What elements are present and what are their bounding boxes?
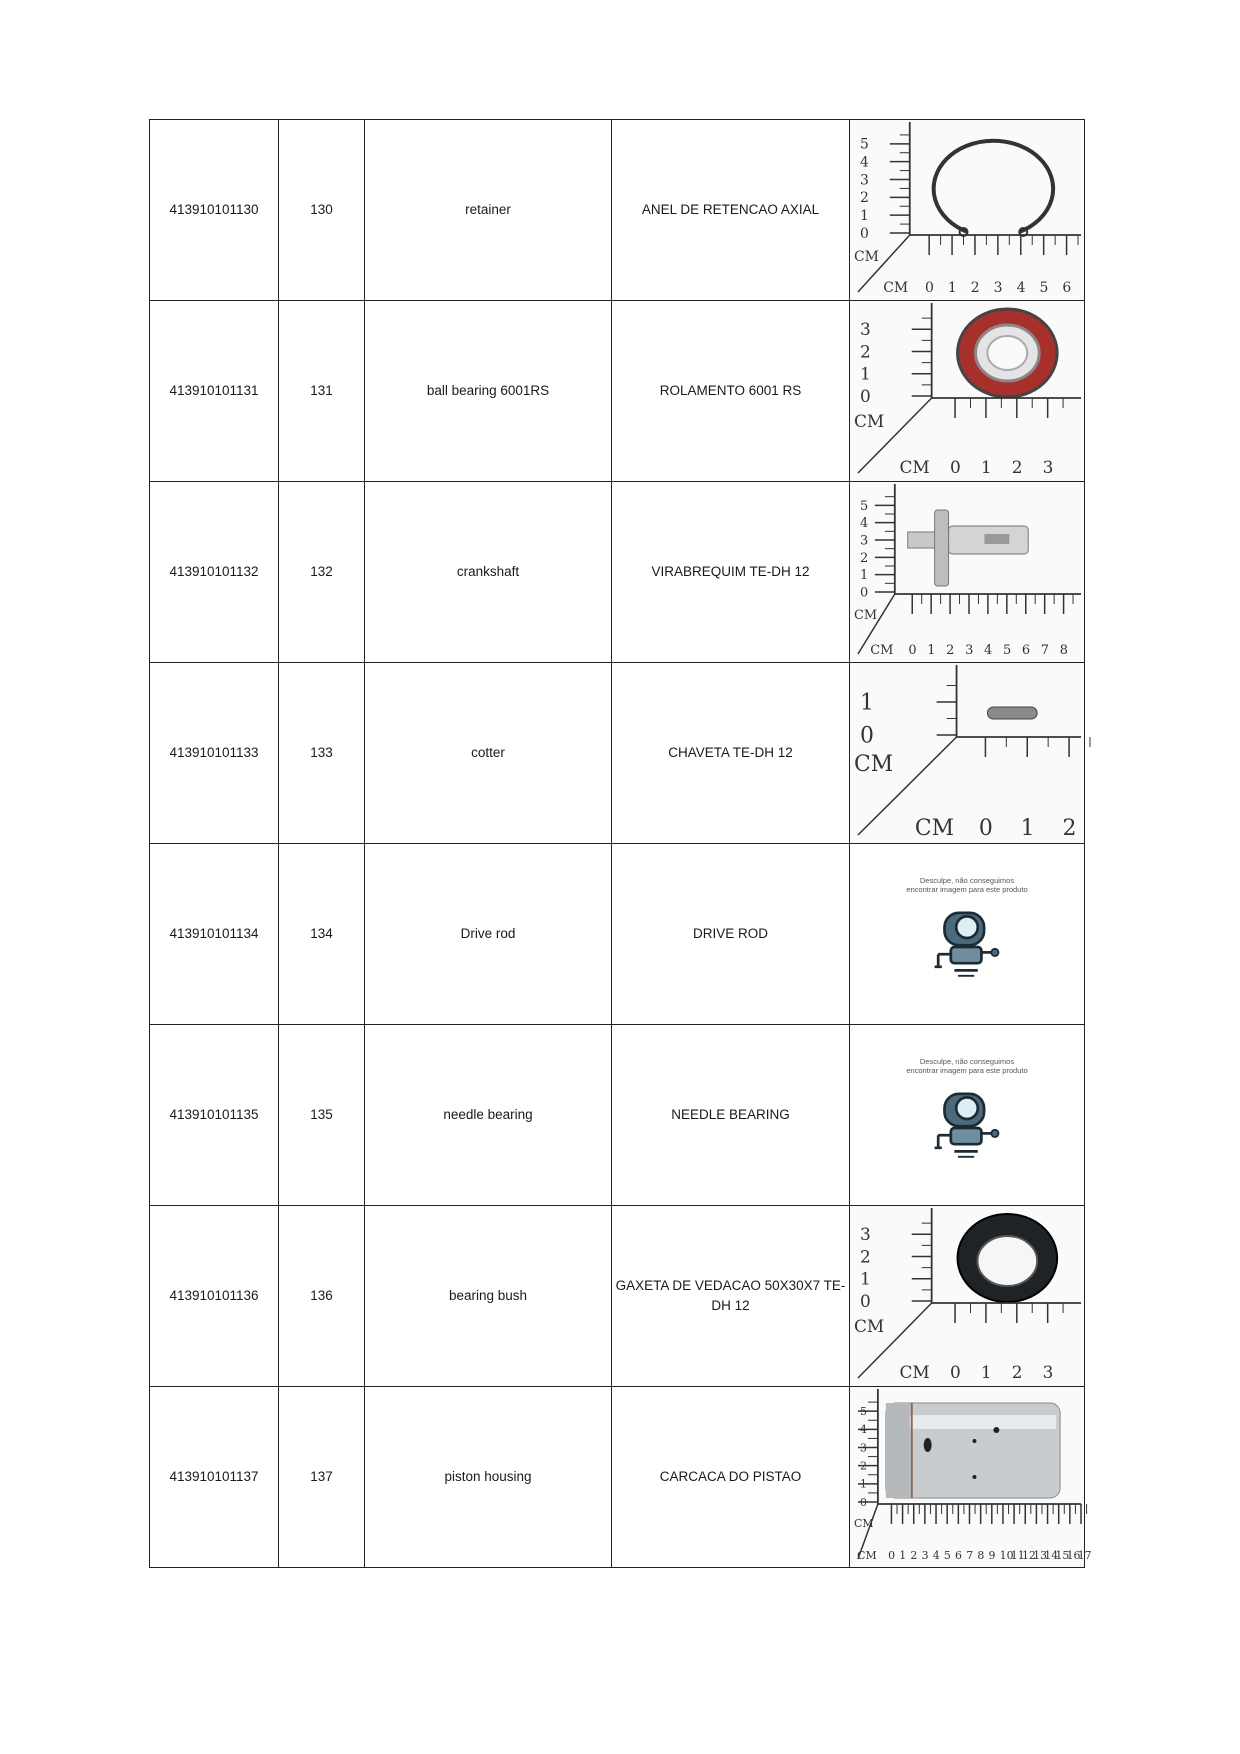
ruler-unit-label: CM	[853, 751, 894, 778]
ruler-y-tick: 3	[859, 1441, 867, 1455]
ruler-x-tick: 0	[949, 1361, 961, 1383]
table-row	[150, 482, 1085, 663]
ruler-unit-label: CM	[870, 642, 894, 659]
ruler-x-tick: 11	[1010, 1548, 1025, 1563]
part-photo	[850, 301, 1084, 481]
table-row	[150, 120, 1085, 301]
ruler-x-tick: 2	[1011, 1361, 1023, 1383]
ruler-y-tick: 2	[859, 190, 869, 207]
part-photo	[850, 1387, 1092, 1567]
part-photo	[850, 663, 1084, 843]
part-code: 413910101131	[150, 301, 279, 482]
part-name-en: retainer	[365, 120, 612, 301]
part-code: 413910101132	[150, 482, 279, 663]
ruler-y-tick: 4	[859, 154, 869, 171]
item-number: 135	[279, 1025, 365, 1206]
ruler-x-tick: 3	[993, 279, 1003, 297]
part-name-pt: CHAVETA TE-DH 12	[612, 663, 850, 844]
part-name-en: ball bearing 6001RS	[365, 301, 612, 482]
ruler-x-tick: 1	[947, 279, 957, 297]
ruler-x-tick: 1	[927, 642, 936, 659]
ruler-y-tick: 0	[859, 1290, 871, 1311]
ruler-y-tick: 0	[859, 723, 874, 749]
ruler-x-tick: 8	[1059, 642, 1068, 659]
part-code: 413910101133	[150, 663, 279, 844]
part-image-cell	[850, 663, 1085, 844]
ruler-y-tick: 0	[859, 385, 871, 406]
ruler-y-tick: 2	[859, 341, 871, 362]
ruler-x-tick: 9	[988, 1548, 996, 1563]
ruler-y-tick: 2	[859, 550, 869, 566]
part-name-pt: CARCACA DO PISTAO	[612, 1387, 850, 1568]
ruler-y-tick: 3	[859, 533, 869, 549]
ruler-x-tick: 0	[949, 456, 961, 478]
ruler-y-tick: 1	[859, 690, 874, 716]
part-photo	[850, 482, 1084, 662]
item-number: 133	[279, 663, 365, 844]
table-row	[150, 663, 1085, 844]
ruler-y-tick: 0	[859, 1495, 867, 1509]
ruler-x-tick: 0	[924, 279, 934, 297]
table-row	[150, 1206, 1085, 1387]
ruler-x-tick: 13	[1033, 1548, 1048, 1563]
part-photo	[850, 1206, 1084, 1386]
item-number: 131	[279, 301, 365, 482]
ruler-unit-label: CM	[853, 248, 879, 266]
ruler-x-tick: 2	[1011, 456, 1023, 478]
ruler-x-tick: 6	[955, 1548, 963, 1563]
part-code: 413910101134	[150, 844, 279, 1025]
part-name-en: crankshaft	[365, 482, 612, 663]
ruler-y-tick: 3	[859, 172, 869, 189]
ruler-y-tick: 2	[859, 1246, 871, 1267]
part-image-cell	[850, 120, 1085, 301]
ruler-y-tick: 1	[859, 568, 869, 584]
part-image-cell	[850, 844, 1085, 1025]
ruler-x-tick: 2	[1062, 815, 1077, 842]
ruler-x-tick: 3	[1042, 456, 1054, 478]
table-row	[150, 1387, 1085, 1568]
ruler-x-tick: 7	[966, 1548, 974, 1563]
item-number: 134	[279, 844, 365, 1025]
part-name-en: piston housing	[365, 1387, 612, 1568]
ruler-x-tick: 2	[970, 279, 980, 297]
ruler-y-tick: 4	[859, 1423, 867, 1437]
no-image-placeholder	[850, 1025, 1084, 1205]
ruler-y-tick: 1	[859, 1268, 871, 1289]
ruler-x-tick: 3	[965, 642, 974, 659]
ruler-x-tick: 6	[1021, 642, 1031, 659]
ruler-x-tick: 3	[921, 1548, 929, 1563]
part-image-cell	[850, 301, 1085, 482]
ruler-x-tick: 16	[1066, 1548, 1081, 1563]
ruler-x-tick: 15	[1055, 1548, 1070, 1563]
part-name-en: Drive rod	[365, 844, 612, 1025]
part-code: 413910101136	[150, 1206, 279, 1387]
ruler-x-tick: 8	[977, 1548, 985, 1563]
part-code: 413910101130	[150, 120, 279, 301]
ruler-x-tick: 5	[1039, 279, 1049, 297]
ruler-unit-label: CM	[853, 1315, 885, 1337]
part-name-pt: ANEL DE RETENCAO AXIAL	[612, 120, 850, 301]
item-number: 130	[279, 120, 365, 301]
ruler-x-tick: 1	[899, 1548, 907, 1563]
part-name-pt: VIRABREQUIM TE-DH 12	[612, 482, 850, 663]
ruler-x-tick: 0	[978, 815, 993, 842]
ruler-y-tick: 3	[859, 319, 871, 340]
ruler-x-tick: 1	[980, 1361, 992, 1383]
table-row	[150, 301, 1085, 482]
no-image-message: encontrar imagem para este produto	[906, 885, 1028, 894]
part-image-cell	[850, 1387, 1092, 1568]
ruler-x-tick: 2	[946, 642, 955, 659]
ruler-x-tick: 1	[1020, 815, 1035, 842]
ruler-unit-label: CM	[853, 410, 885, 432]
part-name-pt: DRIVE ROD	[612, 844, 850, 1025]
ruler-x-tick: 2	[910, 1548, 918, 1563]
no-image-placeholder	[850, 844, 1084, 1024]
ruler-y-tick: 1	[859, 208, 869, 225]
ruler-y-tick: 5	[859, 136, 869, 153]
ruler-x-tick: 7	[1040, 642, 1050, 659]
ruler-y-tick: 0	[859, 585, 869, 601]
part-image-cell	[850, 1206, 1085, 1387]
ruler-x-tick: 4	[932, 1548, 940, 1563]
part-name-en: bearing bush	[365, 1206, 612, 1387]
part-name-pt: NEEDLE BEARING	[612, 1025, 850, 1206]
ruler-unit-label: CM	[899, 456, 930, 478]
part-image-cell	[850, 1025, 1085, 1206]
ruler-y-tick: 2	[859, 1459, 867, 1473]
ruler-y-tick: 1	[859, 363, 871, 384]
parts-table	[149, 119, 1092, 1568]
no-image-message: Desculpe, não conseguimos	[919, 876, 1015, 885]
ruler-x-tick: 0	[888, 1548, 896, 1563]
ruler-y-tick: 5	[859, 498, 869, 514]
ruler-unit-label: CM	[857, 1548, 877, 1563]
ruler-x-tick: 17	[1077, 1548, 1092, 1563]
ruler-x-tick: 5	[1002, 642, 1012, 659]
item-number: 132	[279, 482, 365, 663]
table-row	[150, 844, 1085, 1025]
ruler-x-tick: 10	[999, 1548, 1014, 1563]
part-name-en: needle bearing	[365, 1025, 612, 1206]
ruler-x-tick: 12	[1021, 1548, 1036, 1563]
ruler-y-tick: 1	[859, 1477, 867, 1491]
ruler-y-tick: 4	[859, 516, 869, 532]
ruler-x-tick: 5	[943, 1548, 951, 1563]
ruler-x-tick: 0	[908, 642, 917, 659]
ruler-x-tick: 4	[1016, 279, 1026, 297]
ruler-unit-label: CM	[899, 1361, 930, 1383]
ruler-x-tick: 1	[980, 456, 992, 478]
item-number: 137	[279, 1387, 365, 1568]
part-photo	[850, 120, 1084, 300]
ruler-unit-label: CM	[853, 607, 878, 624]
ruler-unit-label: CM	[914, 815, 955, 842]
ruler-y-tick: 5	[859, 1404, 867, 1419]
ruler-y-tick: 0	[859, 225, 869, 242]
robot-magnifier-icon	[922, 902, 1012, 992]
ruler-x-tick: 3	[1042, 1361, 1054, 1383]
no-image-message: Desculpe, não conseguimos	[919, 1057, 1015, 1066]
part-name-pt: ROLAMENTO 6001 RS	[612, 301, 850, 482]
ruler-x-tick: 14	[1044, 1548, 1059, 1563]
ruler-x-tick: 6	[1062, 279, 1072, 297]
robot-magnifier-icon	[922, 1083, 1012, 1173]
ruler-x-tick: 4	[984, 642, 993, 659]
part-name-en: cotter	[365, 663, 612, 844]
no-image-message: encontrar imagem para este produto	[906, 1066, 1028, 1075]
ruler-y-tick: 3	[859, 1224, 871, 1245]
item-number: 136	[279, 1206, 365, 1387]
part-name-pt: GAXETA DE VEDACAO 50X30X7 TE-DH 12	[612, 1206, 850, 1387]
key-shape	[987, 707, 1037, 719]
ruler-unit-label: CM	[853, 1516, 874, 1531]
part-code: 413910101135	[150, 1025, 279, 1206]
part-code: 413910101137	[150, 1387, 279, 1568]
ruler-unit-label: CM	[883, 279, 909, 297]
part-image-cell	[850, 482, 1085, 663]
table-row	[150, 1025, 1085, 1206]
